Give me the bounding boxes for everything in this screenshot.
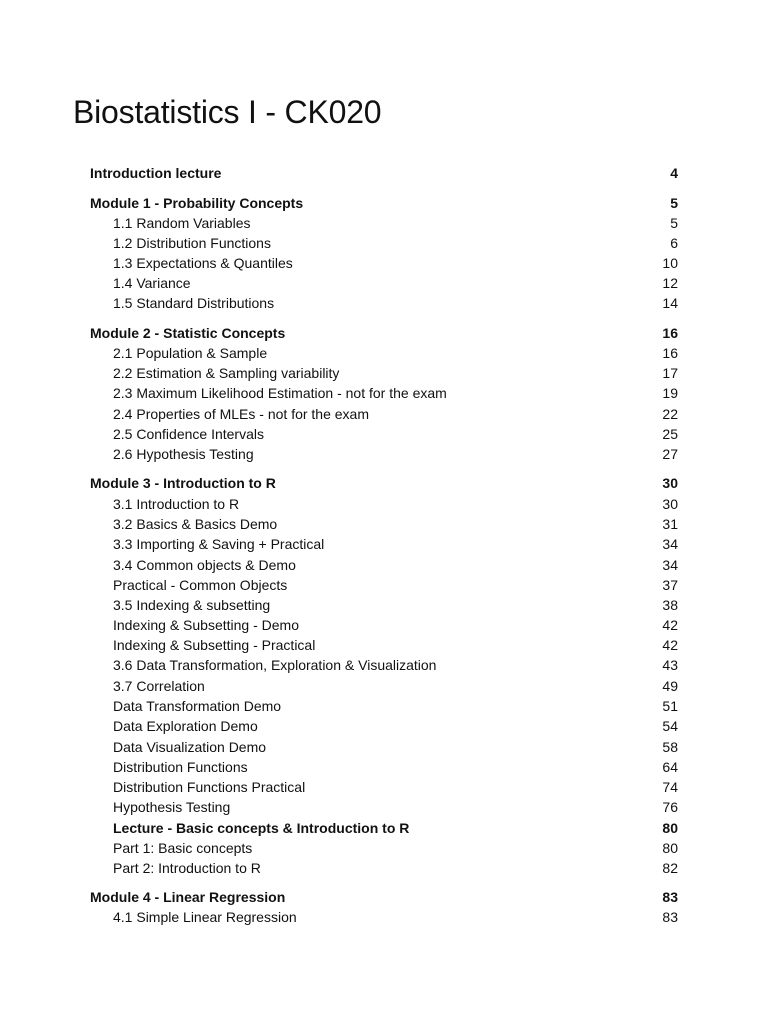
toc-entry-label: Data Visualization Demo <box>113 739 267 755</box>
toc-entry-label: Data Transformation Demo <box>113 698 282 714</box>
toc-page-number: 16 <box>662 325 678 341</box>
toc-entry-label: 3.5 Indexing & subsetting <box>113 597 271 613</box>
toc-entry-label: 1.4 Variance <box>113 275 191 291</box>
toc-entry <box>90 737 678 757</box>
toc-page-number: 5 <box>670 195 678 211</box>
toc-entry <box>90 494 678 514</box>
toc-section-heading <box>90 818 678 838</box>
toc-entry-label: Indexing & Subsetting - Practical <box>113 637 316 653</box>
toc-entry-label: 3.2 Basics & Basics Demo <box>113 516 278 532</box>
toc-entry-label: 2.1 Population & Sample <box>113 345 268 361</box>
toc-entry <box>90 655 678 675</box>
toc-entry-label: Distribution Functions Practical <box>113 779 306 795</box>
toc-entry-label: Module 3 - Introduction to R <box>90 475 276 491</box>
toc-entry <box>90 858 678 878</box>
toc-page-number: 58 <box>662 739 678 755</box>
toc-page-number: 82 <box>662 860 678 876</box>
toc-entry <box>90 716 678 736</box>
toc-entry <box>90 797 678 817</box>
toc-page-number: 43 <box>662 657 678 673</box>
toc-entry <box>90 213 678 233</box>
toc-entry-label: Module 1 - Probability Concepts <box>90 195 304 211</box>
toc-entry-label: 1.3 Expectations & Quantiles <box>113 255 293 271</box>
toc-entry-label: 3.4 Common objects & Demo <box>113 557 296 573</box>
toc-entry <box>90 444 678 464</box>
toc-section-heading <box>90 193 678 213</box>
toc-entry-label: 3.1 Introduction to R <box>113 496 240 512</box>
toc-section-heading <box>90 163 678 183</box>
toc-entry-label: Hypothesis Testing <box>113 799 231 815</box>
toc-entry-label: Introduction lecture <box>90 165 222 181</box>
toc-page-number: 10 <box>662 255 678 271</box>
toc-entry-label: Distribution Functions <box>113 759 248 775</box>
toc-entry-label: 3.7 Correlation <box>113 678 205 694</box>
toc-page-number: 83 <box>662 889 678 905</box>
toc-entry-label: 2.3 Maximum Likelihood Estimation - not for the exam <box>113 385 447 401</box>
toc-entry-label: Lecture - Basic concepts & Introduction to R <box>113 820 410 836</box>
toc-page-number: 22 <box>662 406 678 422</box>
toc-page-number: 27 <box>662 446 678 462</box>
toc-page-number: 34 <box>662 557 678 573</box>
toc-entry-label: 3.3 Importing & Saving + Practical <box>113 536 325 552</box>
toc-page-number: 30 <box>662 475 678 491</box>
toc-page-number: 64 <box>662 759 678 775</box>
toc-page-number: 30 <box>662 496 678 512</box>
toc-entry <box>90 253 678 273</box>
toc-page-number: 12 <box>662 275 678 291</box>
toc-page-number: 74 <box>662 779 678 795</box>
toc-page-number: 34 <box>662 536 678 552</box>
toc-entry-label: 4.1 Simple Linear Regression <box>113 909 297 925</box>
toc-entry-label: 3.6 Data Transformation, Exploration & Visualization <box>113 657 437 673</box>
toc-entry <box>90 635 678 655</box>
toc-entry <box>90 424 678 444</box>
toc-entry <box>90 363 678 383</box>
toc-page-number: 14 <box>662 295 678 311</box>
toc-entry <box>90 696 678 716</box>
toc-section-heading <box>90 887 678 907</box>
toc-page-number: 83 <box>662 909 678 925</box>
toc-section-heading <box>90 473 678 493</box>
toc-page-number: 76 <box>662 799 678 815</box>
toc-page-number: 42 <box>662 637 678 653</box>
toc-entry-label: Indexing & Subsetting - Demo <box>113 617 299 633</box>
toc-entry <box>90 404 678 424</box>
toc-entry <box>90 615 678 635</box>
toc-entry <box>90 777 678 797</box>
toc-entry <box>90 575 678 595</box>
toc-entry <box>90 838 678 858</box>
toc-page-number: 54 <box>662 718 678 734</box>
toc-entry <box>90 293 678 313</box>
toc-entry-label: 2.6 Hypothesis Testing <box>113 446 254 462</box>
toc-page-number: 17 <box>662 365 678 381</box>
toc-entry-label: 1.1 Random Variables <box>113 215 251 231</box>
toc-page-number: 49 <box>662 678 678 694</box>
toc-entry-label: Part 2: Introduction to R <box>113 860 261 876</box>
toc-entry <box>90 233 678 253</box>
toc-entry <box>90 534 678 554</box>
toc-page-number: 37 <box>662 577 678 593</box>
toc-page-number: 38 <box>662 597 678 613</box>
toc-entry <box>90 676 678 696</box>
toc-entry <box>90 343 678 363</box>
toc-page-number: 42 <box>662 617 678 633</box>
toc-page-number: 6 <box>670 235 678 251</box>
toc-page-number: 5 <box>670 215 678 231</box>
toc-page-number: 80 <box>662 840 678 856</box>
toc-page-number: 16 <box>662 345 678 361</box>
toc-entry-label: Module 2 - Statistic Concepts <box>90 325 286 341</box>
toc-page-number: 80 <box>662 820 678 836</box>
toc-entry <box>90 757 678 777</box>
toc-entry-label: 1.5 Standard Distributions <box>113 295 275 311</box>
toc-entry-label: Practical - Common Objects <box>113 577 288 593</box>
toc-entry-label: Data Exploration Demo <box>113 718 258 734</box>
toc-page-number: 19 <box>662 385 678 401</box>
toc-entry <box>90 555 678 575</box>
toc-page-number: 31 <box>662 516 678 532</box>
toc-page-number: 4 <box>670 165 678 181</box>
toc-entry <box>90 273 678 293</box>
toc-entry-label: 2.2 Estimation & Sampling variability <box>113 365 340 381</box>
toc-entry-label: 1.2 Distribution Functions <box>113 235 271 251</box>
toc-page-number: 25 <box>662 426 678 442</box>
toc-entry-label: 2.4 Properties of MLEs - not for the exam <box>113 406 370 422</box>
toc-entry-label: Module 4 - Linear Regression <box>90 889 286 905</box>
toc-entry-label: 2.5 Confidence Intervals <box>113 426 264 442</box>
toc-entry <box>90 383 678 403</box>
toc-section-heading <box>90 323 678 343</box>
toc-entry <box>90 514 678 534</box>
toc-entry-label: Part 1: Basic concepts <box>113 840 253 856</box>
document-title: Biostatistics I - CK020 <box>73 94 382 130</box>
toc-page-number: 51 <box>662 698 678 714</box>
toc-entry <box>90 595 678 615</box>
toc-entry <box>90 907 678 927</box>
